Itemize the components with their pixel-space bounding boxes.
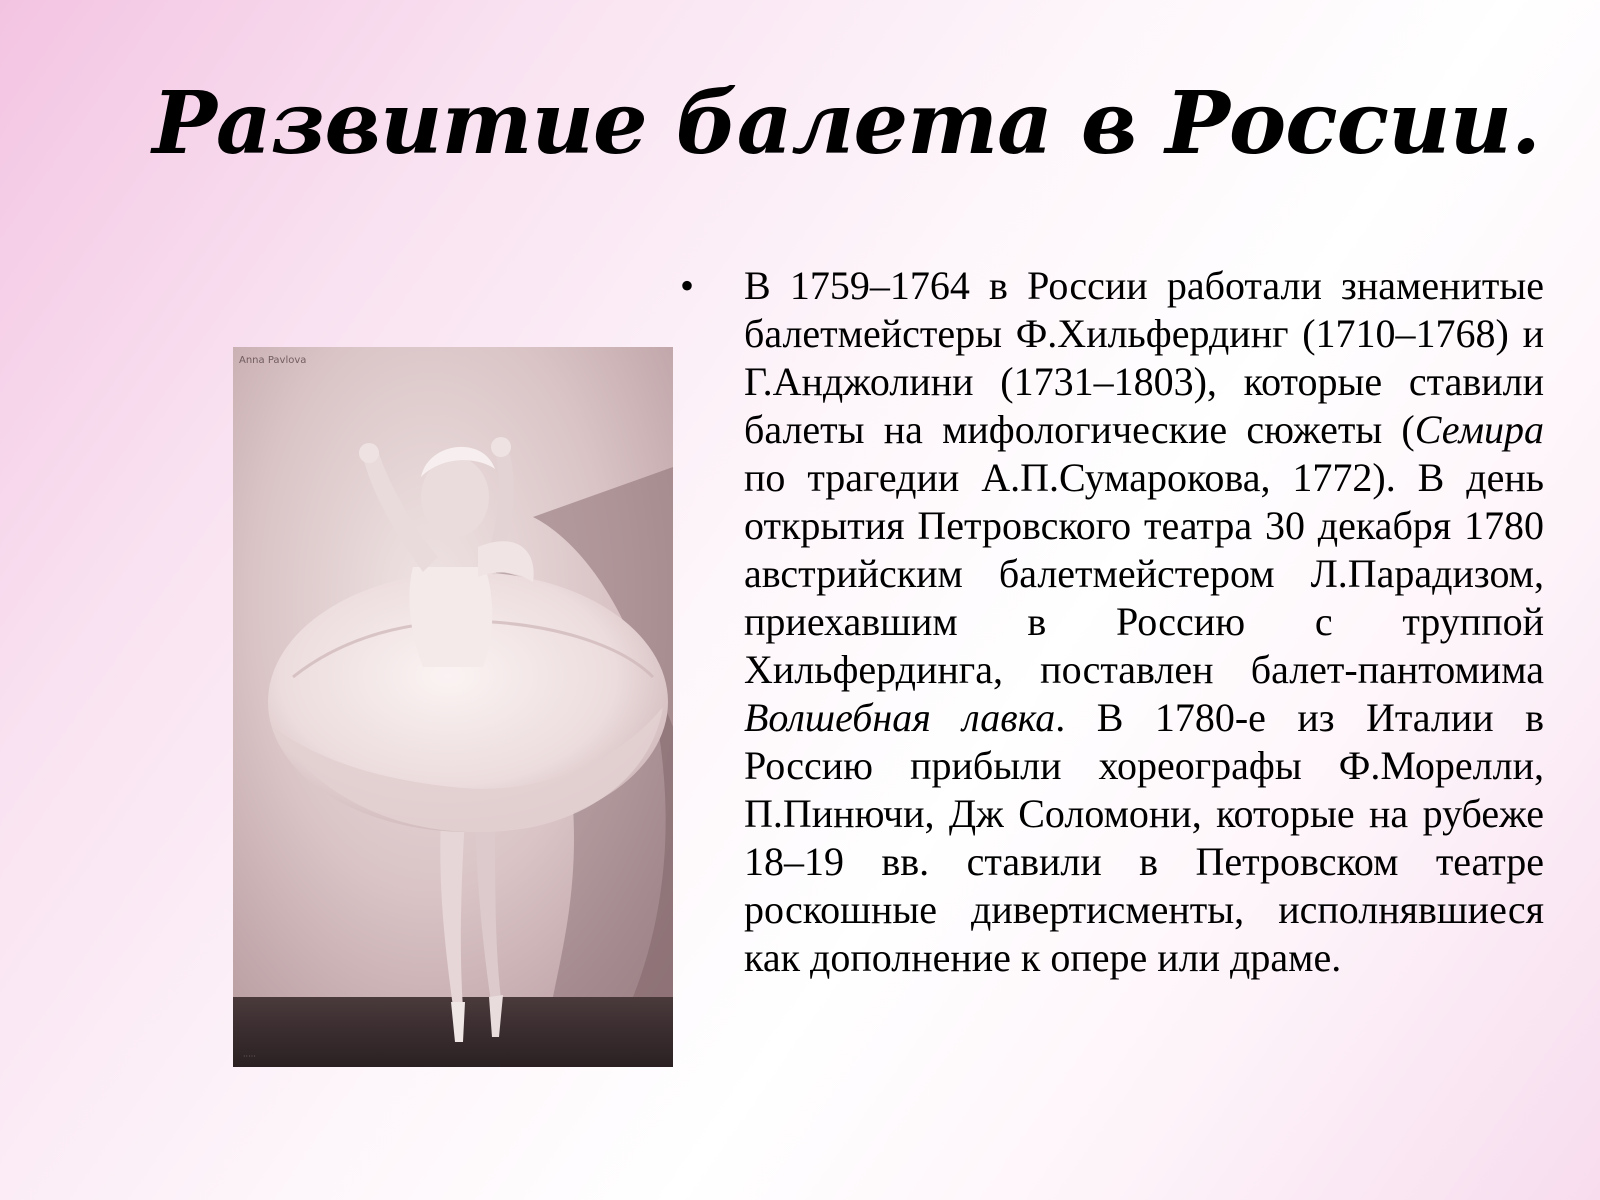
bullet-marker: • bbox=[680, 263, 695, 308]
body-text-3: . В 1780-е из Италии в Россию прибыли хореографы Ф.Морелли, П.Пинючи, Дж Соломони, которые на рубеже 18–19 вв. ставили в Петровском театре роскошные дивертисменты, исполнявшиеся как дополнение к опере или драме. bbox=[744, 695, 1544, 980]
body-italic-magic-shop: Волшебная лавка bbox=[744, 695, 1056, 740]
photo-footnote: ····· bbox=[243, 1052, 256, 1061]
body-text-1: В 1759–1764 в России работали знаменитые балетмейстеры Ф.Хильфердинг (1710–1768) и Г.Анджолини (1731–1803), которые ставили балеты на мифологические сюжеты ( bbox=[744, 263, 1544, 452]
slide-title: Развитие балета в России. bbox=[152, 73, 1540, 174]
body-text-2: по трагедии А.П.Сумарокова, 1772). В день открытия Петровского театра 30 декабря 1780 австрийским балетмейстером Л.Парадизом, приехавшим в Россию с труппой Хильфердинга, поставлен балет-пантомима bbox=[744, 455, 1544, 692]
body-italic-semira: Семира bbox=[1414, 407, 1544, 452]
body-paragraph bbox=[744, 262, 1544, 982]
photo-caption: Anna Pavlova bbox=[239, 355, 307, 366]
ballerina-photo bbox=[233, 347, 673, 1067]
